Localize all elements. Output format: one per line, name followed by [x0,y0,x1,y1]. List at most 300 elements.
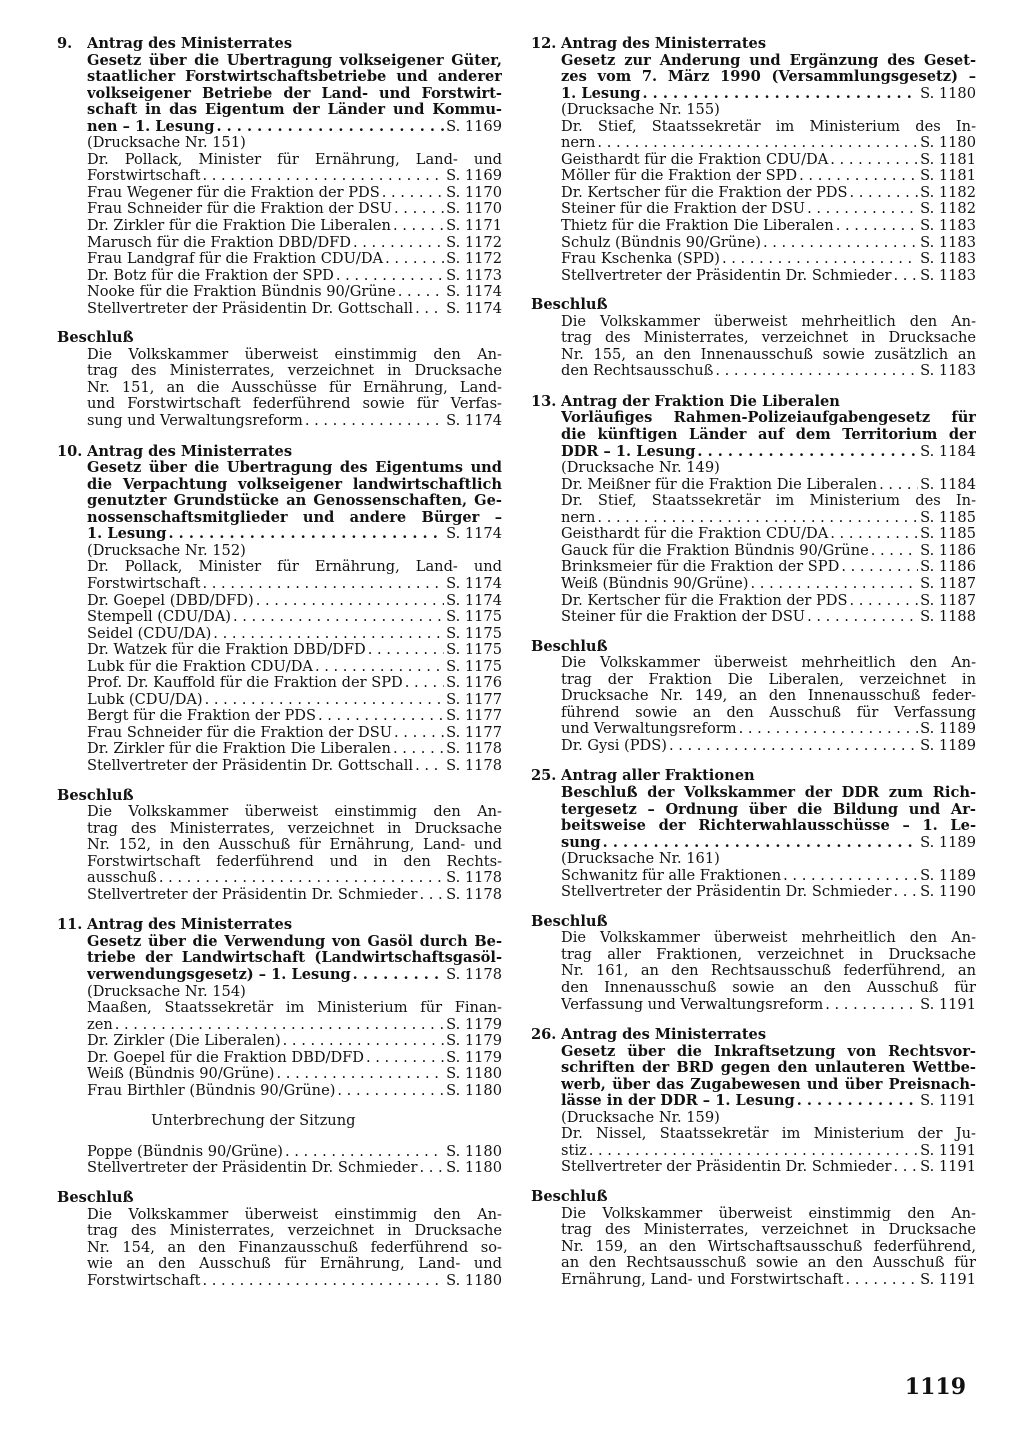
index-entry [561,609,976,626]
page-reference: S. 1174 [446,592,502,609]
entry-text: Möller für die Fraktion der SPD [561,168,798,185]
resolution-body [531,930,976,1013]
dot-leader [841,559,918,576]
index-entry [87,119,502,136]
entry-text: Steiner für die Fraktion der DSU [561,201,806,218]
text-line: Die Volkskammer überweist mehrheitlich den An- [561,930,976,947]
resolution-heading: Beschluß [531,912,608,930]
index-entry [561,721,976,738]
entry-text: Frau Schneider für die Fraktion der DSU [87,724,393,741]
right-column [531,36,976,1288]
entry-text: 1. Lesung [87,526,167,543]
resolution-body [531,1206,976,1289]
index-entry [87,675,502,692]
entry-text: Stellvertreter der Präsidentin Dr. Gottschall [87,300,414,317]
entry-text: sung und Verwaltungsreform [87,413,303,430]
page-reference: S. 1183 [920,267,976,284]
index-entry [87,168,502,185]
index-entry [561,86,976,103]
entry-text: Dr. Kertscher für die Fraktion der PDS [561,592,848,609]
entry-text: Marusch für die Fraktion DBD/DFD [87,234,351,251]
page-reference: S. 1183 [920,218,976,235]
index-entry [561,593,976,610]
page-reference: S. 1187 [920,592,976,609]
entry-text: Dr. Kertscher für die Fraktion der PDS [561,184,848,201]
dot-leader [318,708,444,725]
page-reference: S. 1179 [446,1033,502,1050]
entry-text: Frau Kschenka (SPD) [561,251,720,268]
index-entry [87,725,502,742]
spacer [87,1099,502,1113]
index-entry [561,884,976,901]
dot-leader [879,477,918,494]
entry-text: Prof. Dr. Kauffold für die Fraktion der SPD [87,675,403,692]
dot-leader [830,526,918,543]
text-line: (Drucksache Nr. 149) [561,460,720,477]
entry-text: Forstwirtschaft [87,575,201,592]
item-title-line: schriften der BRD gegen den unlauteren Wettbe- [561,1060,976,1077]
dot-leader [849,185,918,202]
agenda-item [531,768,976,900]
index-entry [87,1083,502,1100]
entry-text: Lubk für die Fraktion CDU/DA [87,658,313,675]
index-entry [561,1093,976,1110]
page-reference: S. 1186 [920,542,976,559]
entry-text: lässe in der DDR – 1. Lesung [561,1093,795,1110]
text-line: trag des Ministerrates, verzeichnet in Drucksache [561,330,976,347]
entry-text: Stellvertreter der Präsidentin Dr. Schmieder [87,1160,418,1177]
index-entry [87,741,502,758]
page-reference: S. 1189 [920,867,976,884]
resolution-body [57,1207,502,1290]
dot-leader [722,251,918,268]
index-entry [561,997,976,1014]
left-column [57,36,502,1289]
index-entry [87,1273,502,1290]
dot-leader [603,835,918,852]
page-reference: S. 1175 [446,625,502,642]
text-line: trag des Ministerrates, verzeichnet in Drucksache [87,820,502,837]
dot-leader [394,725,444,742]
dot-leader [751,576,919,593]
index-entry [87,1033,502,1050]
entry-text: Stellvertreter der Präsidentin Dr. Schmieder [561,1159,892,1176]
index-entry [87,526,502,543]
resolution-block [57,1190,502,1289]
item-title-line: Gesetz über die Übertragung des Eigentums und [87,460,502,477]
index-entry [87,185,502,202]
entry-text: nern [561,509,596,526]
text-line: Dr. Stief, Staatssekretär im Ministerium des In- [561,493,976,510]
entry-text: Frau Wegener für die Fraktion der PDS [87,184,380,201]
dot-leader [393,218,444,235]
index-entry [87,301,502,318]
page-reference: S. 1178 [446,741,502,758]
dot-leader [213,626,444,643]
entry-text: Steiner für die Fraktion der DSU [561,609,806,626]
index-entry [561,835,976,852]
text-line: trag des Ministerrates, verzeichnet in Drucksache [561,1222,976,1239]
index-entry [561,1159,976,1176]
entry-text: Stellvertreter der Präsidentin Dr. Gottschall [87,757,414,774]
entry-text: ausschuß [87,870,157,887]
page-reference: S. 1173 [446,267,502,284]
index-entry [561,268,976,285]
dot-leader [807,201,918,218]
page-reference: S. 1174 [446,526,502,543]
page-reference: S. 1189 [920,834,976,851]
resolution-heading: Beschluß [531,637,608,655]
dot-leader [894,1159,919,1176]
entry-text: Dr. Goepel (DBD/DFD) [87,592,254,609]
text-line: Die Volkskammer überweist mehrheitlich den An- [561,313,976,330]
text-line: trag des Ministerrates, verzeichnet in Drucksache [87,363,502,380]
item-title-line: nossenschaftsmitglieder und andere Bürger – [87,509,502,526]
page-reference: S. 1179 [446,1049,502,1066]
text-line: Die Volkskammer überweist mehrheitlich den An- [561,655,976,672]
text-line: trag des Ministerrates, verzeichnet in Drucksache [87,1223,502,1240]
index-entry [87,576,502,593]
dot-leader [597,135,918,152]
text-line: trag der Fraktion Die Liberalen, verzeichnet in [561,671,976,688]
text-line: Nr. 155, an den Innenausschuß sowie zusätzlich an [561,346,976,363]
resolution-block [531,639,976,755]
page-reference: S. 1169 [446,168,502,185]
dot-leader [589,1143,918,1160]
dot-leader [830,152,918,169]
page-reference: S. 1178 [446,870,502,887]
item-title-line: tergesetz – Ordnung über die Bildung und Ar- [561,801,976,818]
item-number: 25. [531,767,557,785]
page-reference: S. 1183 [920,363,976,380]
index-entry [87,967,502,984]
index-entry [561,738,976,755]
entry-text: den Rechtsausschuß [561,363,714,380]
item-number: 12. [531,35,557,52]
page-reference: S. 1185 [920,509,976,526]
entry-text: Geisthardt für die Fraktion CDU/DA [561,151,829,168]
dot-leader [825,997,918,1014]
dot-leader [337,1083,444,1100]
entry-text: Gauck für die Fraktion Bündnis 90/Grüne [561,542,869,559]
page-reference: S. 1191 [920,996,976,1013]
agenda-item [57,444,502,775]
text-line: (Drucksache Nr. 154) [87,983,246,1000]
page-reference: S. 1189 [920,737,976,754]
dot-leader [256,593,444,610]
dot-leader [353,967,444,984]
index-entry [87,1066,502,1083]
entry-text: Brinksmeier für die Fraktion der SPD [561,559,840,576]
page-reference: S. 1180 [446,1160,502,1177]
page-reference: S. 1174 [446,413,502,430]
index-entry [87,251,502,268]
page-reference: S. 1175 [446,658,502,675]
text-line: (Drucksache Nr. 155) [561,102,720,119]
resolution-block [57,330,502,429]
entry-text: und Verwaltungsreform [561,721,737,738]
dot-leader [420,887,445,904]
dot-leader [216,119,444,136]
page-reference: S. 1178 [446,757,502,774]
entry-text: stiz [561,1142,587,1159]
item-title-line: Gesetz über die Übertragung volkseigener Güter, [87,52,502,69]
index-entry [87,609,502,626]
entry-text: Weiß (Bündnis 90/Grüne) [87,1066,275,1083]
dot-leader [115,1017,444,1034]
text-line: Nr. 154, an den Finanzausschuß federführend so- [87,1239,502,1256]
entry-text: Stellvertreter der Präsidentin Dr. Schmieder [87,886,418,903]
index-entry [561,363,976,380]
dot-leader [597,510,918,527]
agenda-item [57,36,502,317]
agenda-item [531,36,976,284]
item-title-line: werb, über das Zugabewesen und über Preisnach- [561,1076,976,1093]
text-line: Dr. Stief, Staatssekretär im Ministerium des In- [561,118,976,135]
index-entry [561,543,976,560]
index-entry [561,168,976,185]
page-reference: S. 1175 [446,609,502,626]
item-heading: Antrag des Ministerrates [561,1027,767,1044]
dot-leader [385,251,444,268]
entry-text: Dr. Gysi (PDS) [561,737,667,754]
resolution-heading: Beschluß [531,296,608,314]
item-title-line: beitsweise der Richterwahlausschüsse – 1. Le- [561,818,976,835]
page-reference: S. 1170 [446,201,502,218]
index-entry [87,887,502,904]
index-entry [87,626,502,643]
dot-leader [415,758,444,775]
resolution-block [57,788,502,904]
text-line: trag aller Fraktionen, verzeichnet in Drucksache [561,946,976,963]
dot-leader [797,1093,918,1110]
index-entry [87,642,502,659]
text-line: Nr. 159, an den Wirtschaftsausschuß federführend, [561,1238,976,1255]
dot-leader [420,1160,445,1177]
entry-text: Poppe (Bündnis 90/Grüne) [87,1143,283,1160]
dot-leader [894,268,919,285]
session-note: Unterbrechung der Sitzung [151,1113,356,1130]
dot-leader [836,218,918,235]
entry-text: Dr. Goepel für die Fraktion DBD/DFD [87,1049,364,1066]
index-entry [87,1050,502,1067]
text-line: Dr. Pollack, Minister für Ernährung, Land- und [87,151,502,168]
index-entry [87,758,502,775]
dot-leader [415,301,444,318]
page-reference: S. 1178 [446,966,502,983]
dot-leader [715,363,918,380]
text-line: Dr. Pollack, Minister für Ernährung, Land- und [87,559,502,576]
page-reference: S. 1177 [446,708,502,725]
entry-text: Bergt für die Fraktion der PDS [87,708,316,725]
text-line: an den Rechtsausschuß sowie an den Ausschuß für [561,1255,976,1272]
dot-leader [285,1144,444,1161]
entry-text: Stellvertreter der Präsidentin Dr. Schmieder [561,267,892,284]
index-entry [87,1144,502,1161]
entry-text: Forstwirtschaft [87,1272,201,1289]
text-line: (Drucksache Nr. 161) [561,851,720,868]
entry-text: DDR – 1. Lesung [561,443,696,460]
text-line: den Innenausschuß sowie an den Ausschuß für [561,979,976,996]
index-entry [561,1143,976,1160]
page-reference: S. 1191 [920,1093,976,1110]
page-reference: S. 1180 [920,135,976,152]
item-heading: Antrag aller Fraktionen [561,768,755,785]
index-entry [87,708,502,725]
index-entry [561,185,976,202]
page-reference: S. 1182 [920,184,976,201]
entry-text: Frau Landgraf für die Fraktion CDU/DA [87,251,384,268]
page-reference: S. 1181 [920,168,976,185]
page-reference: S. 1189 [920,721,976,738]
page-reference: S. 1191 [920,1159,976,1176]
dot-leader [283,1033,444,1050]
text-line: (Drucksache Nr. 151) [87,135,246,152]
resolution-heading: Beschluß [531,1188,608,1205]
index-entry [561,526,976,543]
dot-leader [739,721,919,738]
page-reference: S. 1174 [446,300,502,317]
item-title-line: schaft in das Eigentum der Länder und Kommu- [87,102,502,119]
dot-leader [315,659,444,676]
text-line: führend sowie an den Ausschuß für Verfassung [561,704,976,721]
item-number: 11. [57,916,83,934]
resolution-block [531,297,976,380]
item-title-line: volkseigener Betriebe der Land- und Forstwirt- [87,85,502,102]
entry-text: Frau Schneider für die Fraktion der DSU [87,201,393,218]
agenda-item [57,917,502,1177]
index-entry [87,659,502,676]
dot-leader [336,268,444,285]
entry-text: Forstwirtschaft [87,168,201,185]
entry-text: Stempell (CDU/DA) [87,609,231,626]
dot-leader [169,526,445,543]
entry-text: Weiß (Bündnis 90/Grüne) [561,575,749,592]
text-line: (Drucksache Nr. 152) [87,542,246,559]
dot-leader [205,692,444,709]
page-reference: S. 1191 [920,1142,976,1159]
item-title-line: Beschluß der Volkskammer der DDR zum Rich- [561,784,976,801]
item-heading: Antrag des Ministerrates [87,917,293,934]
dot-leader [398,284,444,301]
entry-text: Dr. Botz für die Fraktion der SPD [87,267,334,284]
page-reference: S. 1191 [920,1271,976,1288]
text-line: Die Volkskammer überweist einstimmig den An- [87,346,502,363]
index-entry [87,692,502,709]
dot-leader [277,1066,445,1083]
index-entry [87,284,502,301]
page-reference: S. 1180 [446,1066,502,1083]
index-entry [87,218,502,235]
dot-leader [305,413,444,430]
dot-leader [368,642,444,659]
text-line: wie an den Ausschuß für Ernährung, Land- und [87,1256,502,1273]
resolution-body [531,314,976,380]
page-reference: S. 1172 [446,234,502,251]
page-reference: S. 1180 [920,85,976,102]
item-title-line: genutzter Grundstücke an Genossenschaften, Ge- [87,493,502,510]
item-title-line: Gesetz zur Änderung und Ergänzung des Geset- [561,52,976,69]
index-entry [561,559,976,576]
dot-leader [669,738,918,755]
entry-text: Thietz für die Fraktion Die Liberalen [561,218,834,235]
item-title-line: Vorläufiges Rahmen-Polizeiaufgabengesetz für [561,410,976,427]
item-number: 9. [57,35,73,52]
page-reference: S. 1183 [920,251,976,268]
page-reference: S. 1184 [920,476,976,493]
spacer [87,1130,502,1144]
entry-text: Dr. Zirkler für die Fraktion Die Liberalen [87,218,391,235]
index-entry [87,235,502,252]
page-reference: S. 1180 [446,1082,502,1099]
item-heading: Antrag des Ministerrates [87,36,293,52]
resolution-heading: Beschluß [57,1189,134,1206]
entry-text: Frau Birthler (Bündnis 90/Grüne) [87,1082,336,1099]
item-heading: Antrag der Fraktion Die Liberalen [561,393,840,410]
entry-text: Dr. Zirkler für die Fraktion Die Liberalen [87,741,391,758]
resolution-block [531,914,976,1013]
page-reference: S. 1178 [446,886,502,903]
page-reference: S. 1179 [446,1016,502,1033]
entry-text: Dr. Zirkler (Die Liberalen) [87,1033,281,1050]
page-reference: S. 1180 [446,1143,502,1160]
dot-leader [799,168,918,185]
page-reference: S. 1182 [920,201,976,218]
entry-text: Geisthardt für die Fraktion CDU/DA [561,526,829,543]
index-entry [561,477,976,494]
index-entry [87,593,502,610]
dot-leader [871,543,918,560]
item-title-line: die Verpachtung volkseigener landwirtschaftlich [87,476,502,493]
item-title-line: Gesetz über die Inkraftsetzung von Rechtsvor- [561,1043,976,1060]
text-line: Die Volkskammer überweist einstimmig den An- [87,1206,502,1223]
entry-text: Ernährung, Land- und Forstwirtschaft [561,1271,844,1288]
page-reference: S. 1180 [446,1272,502,1289]
dot-leader [845,1272,918,1289]
item-title-line: triebe der Landwirtschaft (Landwirtschaftsgasöl- [87,950,502,967]
item-number: 26. [531,1026,557,1044]
dot-leader [202,576,444,593]
page-reference: S. 1177 [446,691,502,708]
page-number: 1119 [904,1374,966,1400]
index-entry [561,868,976,885]
dot-leader [849,593,918,610]
page-reference: S. 1172 [446,251,502,268]
page-reference: S. 1177 [446,724,502,741]
entry-text: sung [561,834,601,851]
dot-leader [353,235,444,252]
entry-text: Schwanitz für alle Fraktionen [561,867,782,884]
item-heading: Antrag des Ministerrates [87,443,293,460]
page-reference: S. 1188 [920,609,976,626]
index-entry [561,1272,976,1289]
agenda-item [531,1027,976,1176]
dot-leader [202,168,444,185]
page-reference: S. 1175 [446,642,502,659]
dot-leader [697,444,918,461]
index-entry [561,444,976,461]
text-line: Drucksache Nr. 149, an den Innenausschuß feder- [561,688,976,705]
page-reference: S. 1186 [920,559,976,576]
page-reference: S. 1171 [446,218,502,235]
index-entry [87,201,502,218]
dot-leader [202,1273,444,1290]
item-number: 13. [531,392,557,410]
entry-text: Dr. Watzek für die Fraktion DBD/DFD [87,642,366,659]
item-heading: Antrag des Ministerrates [561,36,767,52]
text-line: Forstwirtschaft federführend und in den Rechts- [87,853,502,870]
index-entry [87,1017,502,1034]
